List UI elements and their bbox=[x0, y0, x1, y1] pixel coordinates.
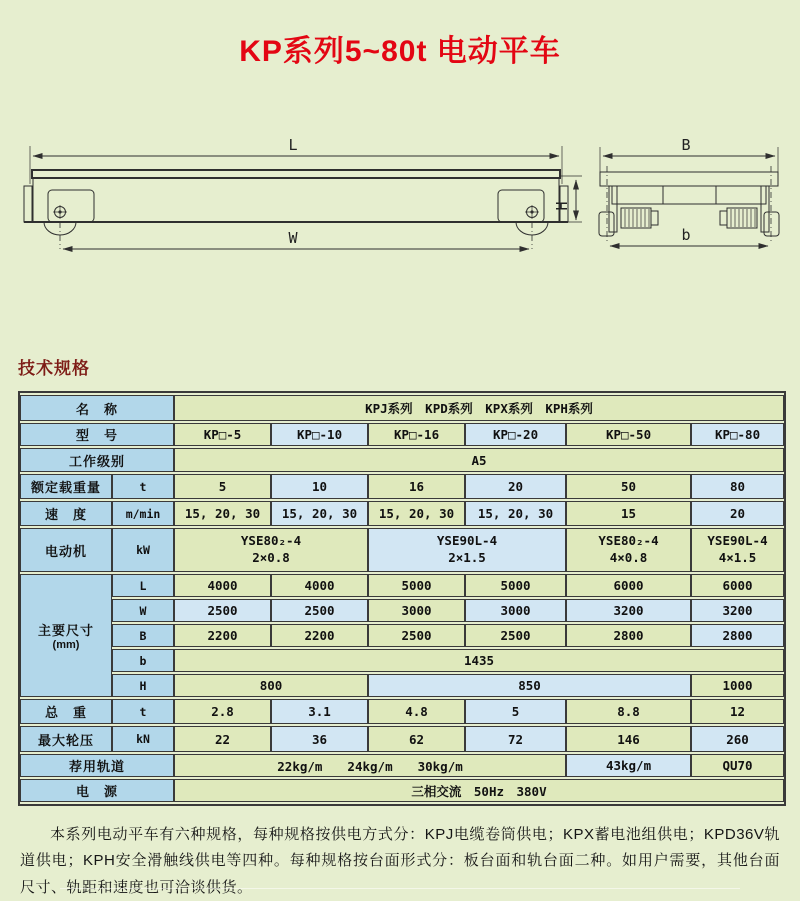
platform-slab bbox=[32, 170, 560, 178]
spec-cell: 4000 bbox=[174, 574, 271, 597]
unit-cell: kW bbox=[112, 528, 174, 572]
left-buffer-plate bbox=[24, 186, 32, 222]
spec-cell: 2800 bbox=[566, 624, 691, 647]
spec-cell: 50 bbox=[566, 474, 691, 499]
spec-cell: 2500 bbox=[368, 624, 465, 647]
spec-cell: 6000 bbox=[691, 574, 784, 597]
spec-cell: YSE90L-4 2×1.5 bbox=[368, 528, 566, 572]
row-label: 最大轮压 bbox=[20, 726, 112, 752]
spec-cell: 72 bbox=[465, 726, 566, 752]
page-title: KP系列5~80t 电动平车 bbox=[239, 35, 561, 68]
left-motor-icon bbox=[621, 208, 658, 228]
row-label: 荐用轨道 bbox=[20, 754, 174, 777]
spec-cell: 5 bbox=[174, 474, 271, 499]
row-label: 电 源 bbox=[20, 779, 174, 802]
technical-drawing bbox=[0, 132, 800, 282]
spec-cell: 2800 bbox=[691, 624, 784, 647]
spec-cell: 3.1 bbox=[271, 699, 368, 724]
spec-cell: KP□-16 bbox=[368, 423, 465, 446]
spec-cell: YSE80₂-4 4×0.8 bbox=[566, 528, 691, 572]
spec-cell: 3000 bbox=[368, 599, 465, 622]
spec-cell: KP□-50 bbox=[566, 423, 691, 446]
spec-cell: 36 bbox=[271, 726, 368, 752]
dimension-label-b: b bbox=[681, 226, 691, 244]
spec-cell: KP□-80 bbox=[691, 423, 784, 446]
spec-cell: 10 bbox=[271, 474, 368, 499]
right-motor-icon bbox=[720, 208, 757, 228]
table-row bbox=[20, 501, 784, 526]
spec-section-heading: 技术规格 bbox=[18, 359, 90, 378]
spec-cell: 260 bbox=[691, 726, 784, 752]
spec-cell: A5 bbox=[174, 448, 784, 472]
spec-cell: 2500 bbox=[465, 624, 566, 647]
spec-cell: 43kg/m bbox=[566, 754, 691, 777]
row-label: 总 重 bbox=[20, 699, 112, 724]
spec-cell: 2200 bbox=[174, 624, 271, 647]
dimension-label-W: W bbox=[288, 229, 298, 247]
spec-cell: KPJ系列 KPD系列 KPX系列 KPH系列 bbox=[174, 395, 784, 421]
spec-cell: 4.8 bbox=[368, 699, 465, 724]
table-row bbox=[20, 699, 784, 724]
spec-cell: 12 bbox=[691, 699, 784, 724]
spec-table-body bbox=[20, 395, 784, 802]
unit-cell: H bbox=[112, 674, 174, 697]
row-label: 主要尺寸 (mm) bbox=[20, 574, 112, 697]
row-label: 工作级别 bbox=[20, 448, 174, 472]
table-row bbox=[20, 649, 784, 672]
spec-table bbox=[20, 393, 784, 804]
table-row bbox=[20, 779, 784, 802]
spec-cell: 8.8 bbox=[566, 699, 691, 724]
spec-cell: 2200 bbox=[271, 624, 368, 647]
spec-cell: 20 bbox=[691, 501, 784, 526]
table-row bbox=[20, 574, 784, 597]
spec-cell: 5 bbox=[465, 699, 566, 724]
row-label: 额定载重量 bbox=[20, 474, 112, 499]
spec-cell: 22kg/m 24kg/m 30kg/m bbox=[174, 754, 566, 777]
table-row bbox=[20, 599, 784, 622]
unit-cell: b bbox=[112, 649, 174, 672]
dimension-label-B: B bbox=[681, 136, 691, 154]
spec-cell: 5000 bbox=[465, 574, 566, 597]
table-row bbox=[20, 754, 784, 777]
spec-cell: 1435 bbox=[174, 649, 784, 672]
right-axle-box bbox=[498, 190, 544, 222]
dimension-label-H: H bbox=[553, 201, 571, 211]
end-frame bbox=[612, 186, 766, 204]
frame-dividers bbox=[663, 186, 716, 204]
spec-cell: YSE90L-4 4×1.5 bbox=[691, 528, 784, 572]
right-side-plate bbox=[761, 186, 769, 232]
spec-cell: 15, 20, 30 bbox=[271, 501, 368, 526]
unit-cell: L bbox=[112, 574, 174, 597]
spec-cell: 3200 bbox=[566, 599, 691, 622]
spec-cell: KP□-5 bbox=[174, 423, 271, 446]
spec-cell: 850 bbox=[368, 674, 691, 697]
spec-cell: 2500 bbox=[271, 599, 368, 622]
table-row bbox=[20, 726, 784, 752]
frame-body bbox=[33, 178, 559, 222]
spec-cell: 2500 bbox=[174, 599, 271, 622]
scan-artifact-line bbox=[60, 888, 740, 889]
spec-cell: 15 bbox=[566, 501, 691, 526]
row-label: 速 度 bbox=[20, 501, 112, 526]
spec-cell: 15, 20, 30 bbox=[368, 501, 465, 526]
spec-cell: 22 bbox=[174, 726, 271, 752]
left-side-plate bbox=[609, 186, 617, 232]
unit-cell: kN bbox=[112, 726, 174, 752]
table-row bbox=[20, 624, 784, 647]
spec-cell: 20 bbox=[465, 474, 566, 499]
spec-cell: 3200 bbox=[691, 599, 784, 622]
spec-cell: 80 bbox=[691, 474, 784, 499]
unit-cell: W bbox=[112, 599, 174, 622]
end-platform bbox=[600, 172, 778, 186]
spec-cell: 146 bbox=[566, 726, 691, 752]
footer-paragraph: 本系列电动平车有六种规格，每种规格按供电方式分：KPJ电缆卷筒供电；KPX蓄电池组供电；KPD36V轨道供电；KPH安全滑触线供电等四种。每种规格按台面形式分：板台面和轨台面二种。如用户需要，其他台面尺寸、轨距和速度也可洽谈供货。 bbox=[20, 826, 780, 896]
left-wheel-hub-icon bbox=[53, 205, 67, 219]
spec-cell: KP□-20 bbox=[465, 423, 566, 446]
side-view-drawing bbox=[24, 136, 582, 249]
right-wheel-hub-icon bbox=[525, 205, 539, 219]
table-row bbox=[20, 395, 784, 421]
row-label: 电动机 bbox=[20, 528, 112, 572]
spec-cell: 1000 bbox=[691, 674, 784, 697]
spec-cell: 5000 bbox=[368, 574, 465, 597]
unit-cell: t bbox=[112, 474, 174, 499]
spec-cell: 15, 20, 30 bbox=[174, 501, 271, 526]
table-row bbox=[20, 674, 784, 697]
spec-cell: QU70 bbox=[691, 754, 784, 777]
spec-cell: 6000 bbox=[566, 574, 691, 597]
table-row bbox=[20, 448, 784, 472]
h-extension-lines bbox=[559, 176, 582, 222]
unit-cell: m/min bbox=[112, 501, 174, 526]
spec-cell: 3000 bbox=[465, 599, 566, 622]
unit-cell: B bbox=[112, 624, 174, 647]
left-axle-box bbox=[48, 190, 94, 222]
spec-cell: 16 bbox=[368, 474, 465, 499]
dimension-label-L: L bbox=[288, 136, 298, 154]
row-label: 型 号 bbox=[20, 423, 174, 446]
spec-cell: 800 bbox=[174, 674, 368, 697]
end-view-drawing bbox=[599, 136, 779, 246]
table-row bbox=[20, 528, 784, 572]
spec-cell: 62 bbox=[368, 726, 465, 752]
row-label: 名 称 bbox=[20, 395, 174, 421]
spec-cell: 2.8 bbox=[174, 699, 271, 724]
table-row bbox=[20, 423, 784, 446]
table-row bbox=[20, 474, 784, 499]
spec-cell: 4000 bbox=[271, 574, 368, 597]
spec-cell: KP□-10 bbox=[271, 423, 368, 446]
spec-cell: 15, 20, 30 bbox=[465, 501, 566, 526]
spec-cell: YSE80₂-4 2×0.8 bbox=[174, 528, 368, 572]
spec-cell: 三相交流 50Hz 380V bbox=[174, 779, 784, 802]
unit-cell: t bbox=[112, 699, 174, 724]
spec-table-wrapper bbox=[18, 391, 786, 806]
